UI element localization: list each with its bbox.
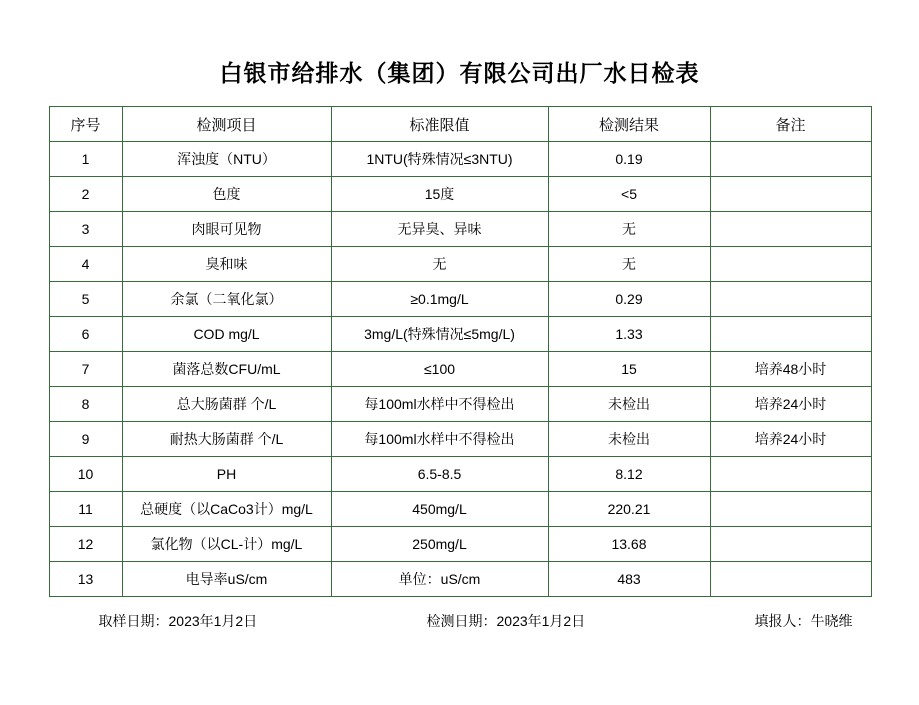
cell-standard: 250mg/L (331, 527, 548, 562)
table-row (49, 457, 871, 492)
cell-result: 15 (548, 352, 710, 387)
table-row (49, 492, 871, 527)
cell-no: 7 (49, 352, 122, 387)
cell-note (710, 457, 871, 492)
table-row (49, 562, 871, 597)
cell-note: 培养24小时 (710, 422, 871, 457)
table-header-row (49, 107, 871, 142)
cell-no: 13 (49, 562, 122, 597)
cell-standard: 15度 (331, 177, 548, 212)
cell-result: 无 (548, 212, 710, 247)
cell-standard: 每100ml水样中不得检出 (331, 422, 548, 457)
cell-standard: 1NTU(特殊情况≤3NTU) (331, 142, 548, 177)
cell-no: 5 (49, 282, 122, 317)
cell-no: 3 (49, 212, 122, 247)
cell-result: 220.21 (548, 492, 710, 527)
cell-no: 6 (49, 317, 122, 352)
cell-note (710, 247, 871, 282)
cell-result: 无 (548, 247, 710, 282)
table-row (49, 527, 871, 562)
table-header (49, 107, 871, 142)
cell-result: 未检出 (548, 422, 710, 457)
cell-note (710, 527, 871, 562)
cell-note: 培养24小时 (710, 387, 871, 422)
cell-note (710, 142, 871, 177)
cell-no: 4 (49, 247, 122, 282)
footer (49, 611, 871, 631)
column-header-no: 序号 (49, 107, 122, 142)
column-header-result: 检测结果 (548, 107, 710, 142)
column-header-standard: 标准限值 (331, 107, 548, 142)
table-row (49, 247, 871, 282)
table-row (49, 317, 871, 352)
reporter-label: 填报人：牛晓维 (754, 613, 853, 629)
table-row (49, 352, 871, 387)
cell-item: 总大肠菌群 个/L (122, 387, 331, 422)
cell-item: 浑浊度（NTU） (122, 142, 331, 177)
cell-item: 余氯（二氧化氯） (122, 282, 331, 317)
cell-note (710, 212, 871, 247)
cell-note (710, 492, 871, 527)
cell-item: 电导率uS/cm (122, 562, 331, 597)
cell-item: 耐热大肠菌群 个/L (122, 422, 331, 457)
test-date-label: 检测日期：2023年1月2日 (426, 613, 586, 629)
table-row (49, 212, 871, 247)
table-body (49, 142, 871, 597)
cell-no: 12 (49, 527, 122, 562)
page-title: 白银市给排水（集团）有限公司出厂水日检表 (219, 61, 700, 86)
table-row (49, 282, 871, 317)
table-row (49, 422, 871, 457)
cell-standard: 无 (331, 247, 548, 282)
cell-result: 13.68 (548, 527, 710, 562)
cell-item: 总硬度（以CaCo3计）mg/L (122, 492, 331, 527)
cell-item: 臭和味 (122, 247, 331, 282)
cell-standard: 单位：uS/cm (331, 562, 548, 597)
cell-no: 8 (49, 387, 122, 422)
cell-note (710, 177, 871, 212)
cell-item: PH (122, 457, 331, 492)
table-row (49, 177, 871, 212)
column-header-item: 检测项目 (122, 107, 331, 142)
cell-result: 0.19 (548, 142, 710, 177)
column-header-note: 备注 (710, 107, 871, 142)
cell-result: <5 (548, 177, 710, 212)
cell-no: 11 (49, 492, 122, 527)
cell-note (710, 282, 871, 317)
cell-item: 色度 (122, 177, 331, 212)
water-quality-table (49, 106, 872, 597)
cell-no: 1 (49, 142, 122, 177)
table-row (49, 142, 871, 177)
cell-standard: 无异臭、异味 (331, 212, 548, 247)
cell-standard: ≥0.1mg/L (331, 282, 548, 317)
cell-no: 10 (49, 457, 122, 492)
cell-result: 1.33 (548, 317, 710, 352)
cell-item: 菌落总数CFU/mL (122, 352, 331, 387)
cell-no: 2 (49, 177, 122, 212)
cell-note (710, 317, 871, 352)
cell-result: 483 (548, 562, 710, 597)
cell-standard: 3mg/L(特殊情况≤5mg/L) (331, 317, 548, 352)
cell-item: 肉眼可见物 (122, 212, 331, 247)
sample-date-label: 取样日期：2023年1月2日 (98, 613, 258, 629)
cell-result: 0.29 (548, 282, 710, 317)
cell-standard: ≤100 (331, 352, 548, 387)
cell-standard: 每100ml水样中不得检出 (331, 387, 548, 422)
table-row (49, 387, 871, 422)
cell-note (710, 562, 871, 597)
cell-item: COD mg/L (122, 317, 331, 352)
cell-item: 氯化物（以CL-计）mg/L (122, 527, 331, 562)
cell-note: 培养48小时 (710, 352, 871, 387)
report-table-container (49, 106, 871, 597)
cell-result: 8.12 (548, 457, 710, 492)
cell-no: 9 (49, 422, 122, 457)
cell-standard: 6.5-8.5 (331, 457, 548, 492)
cell-standard: 450mg/L (331, 492, 548, 527)
cell-result: 未检出 (548, 387, 710, 422)
document-page (0, 55, 919, 705)
